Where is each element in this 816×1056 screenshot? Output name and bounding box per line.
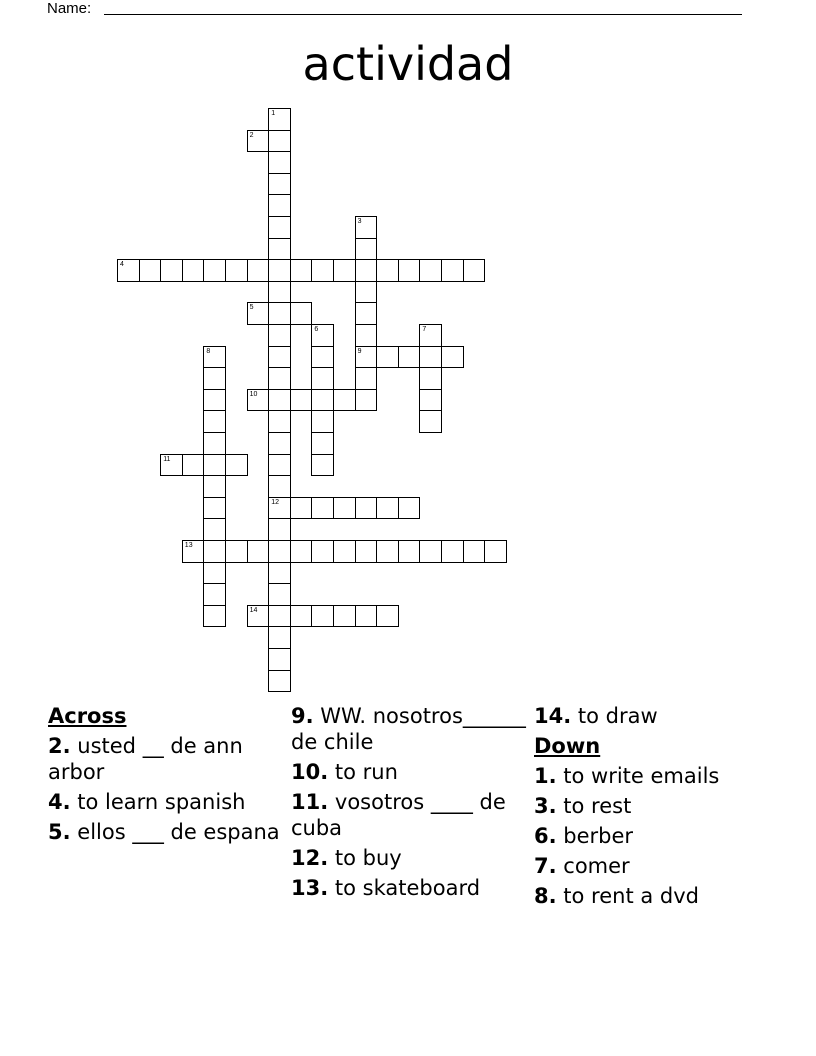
grid-cell[interactable]: [463, 540, 486, 563]
grid-cell[interactable]: [376, 605, 399, 628]
grid-cell[interactable]: [376, 497, 399, 520]
clue-number: 11: [163, 455, 171, 463]
grid-cell[interactable]: [247, 389, 270, 412]
clue-text: to rent a dvd: [563, 884, 699, 908]
grid-cell[interactable]: [419, 346, 442, 369]
clue-num: 5.: [48, 820, 71, 844]
grid-cell[interactable]: [160, 454, 183, 477]
clue-number: 7: [422, 326, 427, 333]
clue-text: to run: [334, 760, 398, 784]
grid-cell[interactable]: [268, 562, 291, 585]
grid-cell[interactable]: [268, 173, 291, 196]
grid-cell[interactable]: [311, 367, 334, 390]
grid-cell[interactable]: [247, 605, 270, 628]
grid-cell[interactable]: [268, 367, 291, 390]
grid-cell[interactable]: [398, 346, 421, 369]
across-clue: [291, 703, 526, 755]
grid-cell[interactable]: [268, 108, 291, 131]
grid-cell[interactable]: [203, 475, 226, 498]
clue-num: 10.: [291, 760, 329, 784]
grid-cell[interactable]: [268, 410, 291, 433]
grid-cell[interactable]: [268, 130, 291, 153]
clue-text: ellos ___ de espana: [77, 820, 280, 844]
grid-cell[interactable]: [311, 605, 334, 628]
grid-cell[interactable]: [268, 302, 291, 325]
grid-cell[interactable]: [268, 194, 291, 217]
grid-cell[interactable]: [333, 259, 356, 282]
clue-num: 11.: [291, 790, 329, 814]
clue-number: 14: [249, 606, 258, 614]
grid-cell[interactable]: [268, 497, 291, 520]
grid-cell[interactable]: [117, 259, 140, 282]
across-clue: [291, 875, 526, 901]
clue-number: 13: [184, 542, 193, 549]
grid-cell[interactable]: [268, 648, 291, 671]
grid-cell[interactable]: [290, 540, 313, 563]
grid-cell[interactable]: [355, 367, 378, 390]
grid-cell[interactable]: [355, 389, 378, 412]
grid-cell[interactable]: [355, 259, 378, 282]
clue-num: 9.: [291, 704, 314, 728]
grid-cell[interactable]: [268, 540, 291, 563]
grid-cell[interactable]: [268, 238, 291, 261]
grid-cell[interactable]: [203, 497, 226, 520]
down-clue: [534, 823, 769, 849]
name-label: Name:: [47, 0, 92, 17]
clue-num: 1.: [534, 764, 557, 788]
grid-cell[interactable]: [268, 324, 291, 347]
across-clue: [291, 759, 526, 785]
clue-num: 12.: [291, 846, 329, 870]
page-title: actividad: [302, 37, 514, 91]
grid-cell[interactable]: [225, 540, 248, 563]
grid-cell[interactable]: [398, 497, 421, 520]
grid-cell[interactable]: [203, 346, 226, 369]
grid-cell[interactable]: [203, 432, 226, 455]
grid-cell[interactable]: [203, 410, 226, 433]
grid-cell[interactable]: [247, 130, 270, 153]
grid-cell[interactable]: [419, 389, 442, 412]
grid-cell[interactable]: [203, 389, 226, 412]
grid-cell[interactable]: [355, 302, 378, 325]
down-clue: [534, 793, 769, 819]
grid-cell[interactable]: [311, 497, 334, 520]
clue-text: to buy: [334, 846, 402, 870]
grid-cell[interactable]: [333, 497, 356, 520]
grid-cell[interactable]: [268, 259, 291, 282]
clue-number: 4: [120, 261, 124, 269]
clue-number: 8: [206, 347, 211, 355]
grid-cell[interactable]: [333, 605, 356, 628]
grid-cell[interactable]: [355, 497, 378, 520]
clue-number: 6: [314, 326, 319, 333]
across-clue: [291, 845, 526, 871]
clue-text: to learn spanish: [77, 790, 246, 814]
grid-cell[interactable]: [268, 583, 291, 606]
grid-cell[interactable]: [268, 626, 291, 649]
grid-cell[interactable]: [355, 324, 378, 347]
grid-cell[interactable]: [419, 367, 442, 390]
clue-num: 13.: [291, 876, 329, 900]
clue-column-1: [48, 703, 283, 849]
grid-cell[interactable]: [311, 324, 334, 347]
grid-cell[interactable]: [311, 540, 334, 563]
down-clue: [534, 883, 769, 909]
grid-cell[interactable]: [160, 259, 183, 282]
grid-cell[interactable]: [355, 216, 378, 239]
grid-cell[interactable]: [247, 540, 270, 563]
grid-cell[interactable]: [182, 540, 205, 563]
across-clue: [48, 819, 283, 845]
grid-cell[interactable]: [268, 151, 291, 174]
grid-cell[interactable]: [268, 389, 291, 412]
grid-cell[interactable]: [441, 346, 464, 369]
grid-cell[interactable]: [268, 281, 291, 304]
grid-cell[interactable]: [268, 346, 291, 369]
grid-cell[interactable]: [355, 238, 378, 261]
grid-cell[interactable]: [355, 540, 378, 563]
grid-cell[interactable]: [311, 410, 334, 433]
grid-cell[interactable]: [203, 454, 226, 477]
grid-cell[interactable]: [268, 475, 291, 498]
grid-cell[interactable]: [268, 518, 291, 541]
grid-cell[interactable]: [139, 259, 162, 282]
grid-cell[interactable]: [376, 346, 399, 369]
clue-number: 9: [357, 347, 362, 355]
clue-number: 1: [271, 110, 276, 117]
clue-text: to rest: [563, 794, 632, 818]
grid-cell[interactable]: [398, 540, 421, 563]
grid-cell[interactable]: [355, 346, 378, 369]
grid-cell[interactable]: [290, 389, 313, 412]
grid-cell[interactable]: [355, 605, 378, 628]
clue-num: 7.: [534, 854, 557, 878]
grid-cell[interactable]: [268, 605, 291, 628]
grid-cell[interactable]: [290, 302, 313, 325]
grid-cell[interactable]: [290, 259, 313, 282]
grid-cell[interactable]: [203, 562, 226, 585]
clue-num: 3.: [534, 794, 557, 818]
clue-num: 2.: [48, 734, 71, 758]
across-clue: [48, 789, 283, 815]
grid-cell[interactable]: [247, 302, 270, 325]
down-clue: [534, 853, 769, 879]
across-clue: [48, 733, 283, 785]
grid-cell[interactable]: [203, 583, 226, 606]
grid-cell[interactable]: [203, 540, 226, 563]
clue-text: WW. nosotros______ de chile: [291, 704, 526, 754]
grid-cell[interactable]: [182, 454, 205, 477]
grid-cell[interactable]: [419, 410, 442, 433]
clue-number: 12: [271, 498, 279, 506]
grid-cell[interactable]: [268, 216, 291, 239]
grid-cell[interactable]: [463, 259, 486, 282]
clue-column-3: [534, 703, 769, 913]
clue-num: 4.: [48, 790, 71, 814]
grid-cell[interactable]: [268, 432, 291, 455]
grid-cell[interactable]: [203, 367, 226, 390]
grid-cell[interactable]: [225, 454, 248, 477]
grid-cell[interactable]: [419, 324, 442, 347]
grid-cell[interactable]: [376, 259, 399, 282]
clue-text: to draw: [577, 704, 658, 728]
clue-num: 6.: [534, 824, 557, 848]
grid-cell[interactable]: [311, 259, 334, 282]
grid-cell[interactable]: [225, 259, 248, 282]
grid-cell[interactable]: [290, 605, 313, 628]
clue-column-2: [291, 703, 526, 905]
grid-cell[interactable]: [268, 454, 291, 477]
grid-cell[interactable]: [311, 346, 334, 369]
clue-number: 5: [249, 304, 254, 312]
grid-cell[interactable]: [203, 518, 226, 541]
clue-text: vosotros ____ de cuba: [291, 790, 506, 840]
clue-text: usted __ de ann arbor: [48, 734, 243, 784]
grid-cell[interactable]: [333, 389, 356, 412]
grid-cell[interactable]: [203, 259, 226, 282]
grid-cell[interactable]: [441, 259, 464, 282]
clue-number: 10: [249, 390, 258, 398]
clue-text: to write emails: [563, 764, 720, 788]
grid-cell[interactable]: [311, 432, 334, 455]
clue-text: comer: [563, 854, 630, 878]
grid-cell[interactable]: [290, 497, 313, 520]
clue-text: to skateboard: [334, 876, 481, 900]
grid-cell[interactable]: [419, 540, 442, 563]
grid-cell[interactable]: [398, 259, 421, 282]
clue-num: 14.: [534, 704, 572, 728]
grid-cell[interactable]: [441, 540, 464, 563]
across-clue: [534, 703, 769, 729]
across-clue: [291, 789, 526, 841]
grid-cell[interactable]: [311, 389, 334, 412]
grid-cell[interactable]: [355, 281, 378, 304]
clue-number: 2: [249, 131, 254, 139]
grid-cell[interactable]: [182, 259, 205, 282]
grid-cell[interactable]: [484, 540, 507, 563]
grid-cell[interactable]: [376, 540, 399, 563]
grid-cell[interactable]: [311, 454, 334, 477]
clue-text: berber: [563, 824, 634, 848]
grid-cell[interactable]: [247, 259, 270, 282]
down-heading: Down: [534, 734, 601, 758]
grid-cell[interactable]: [333, 540, 356, 563]
grid-cell[interactable]: [203, 605, 226, 628]
grid-cell[interactable]: [268, 670, 291, 693]
grid-cell[interactable]: [419, 259, 442, 282]
clue-num: 8.: [534, 884, 557, 908]
clue-number: 3: [357, 218, 362, 225]
across-heading: Across: [48, 704, 127, 728]
down-clue: [534, 763, 769, 789]
